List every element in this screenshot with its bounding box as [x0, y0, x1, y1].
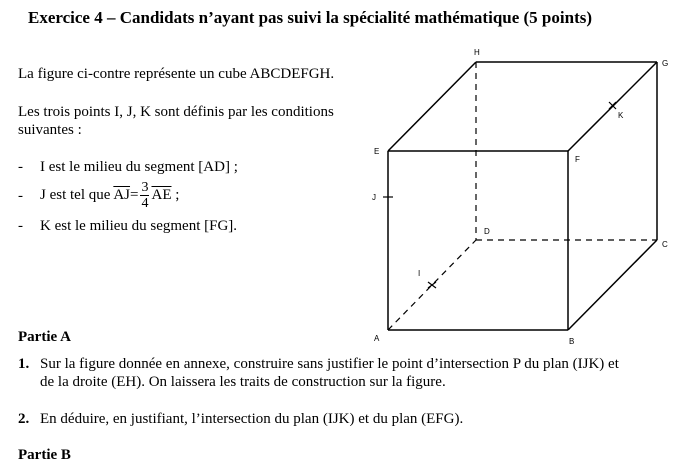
- label-a: A: [374, 334, 380, 343]
- label-d: D: [484, 227, 490, 236]
- edge-bc: [568, 240, 657, 330]
- cube-figure: [360, 40, 680, 346]
- exercise-title: Exercice 4 – Candidats n’ayant pas suivi la spécialité mathématique (5 points): [28, 8, 593, 27]
- fraction-numerator: 3: [141, 180, 149, 195]
- label-h: H: [474, 48, 480, 57]
- label-c: C: [662, 240, 668, 249]
- condition-j-suffix: ;: [175, 186, 180, 203]
- label-i: I: [418, 269, 421, 278]
- condition-i: I est le milieu du segment [AD] ;: [40, 159, 238, 175]
- point-markers: [383, 102, 616, 288]
- condition-j: [40, 180, 179, 211]
- intro-line-3: suivantes :: [18, 122, 82, 138]
- condition-1-dash: -: [18, 159, 23, 175]
- vector-aj: $\overline{AJ}$: [113, 186, 131, 203]
- edge-fg: [568, 62, 657, 151]
- cube-solid-edges: [388, 62, 657, 330]
- equals-sign: =: [130, 186, 139, 203]
- label-g: G: [662, 59, 669, 68]
- label-b: B: [569, 337, 575, 346]
- condition-2-dash: -: [18, 188, 23, 204]
- condition-j-prefix: J est tel que: [40, 186, 111, 203]
- question-2-line-1: En déduire, en justifiant, l’intersection du plan (IJK) et du plan (EFG).: [40, 411, 464, 427]
- fraction-three-quarters: [140, 180, 149, 211]
- question-2-number: 2.: [18, 411, 30, 427]
- condition-3-dash: -: [18, 218, 23, 234]
- fraction-denominator: 4: [141, 196, 149, 211]
- label-e: E: [374, 147, 380, 156]
- label-j: J: [372, 193, 376, 202]
- label-f: F: [575, 155, 580, 164]
- intro-line-2: Les trois points I, J, K sont définis par les conditions: [18, 104, 334, 120]
- question-1-number: 1.: [18, 356, 30, 372]
- question-1-line-1: Sur la figure donnée en annexe, construire sans justifier le point d’intersection P du plan (IJK) et: [40, 356, 619, 372]
- edge-eh: [388, 62, 476, 151]
- question-1: [18, 356, 619, 373]
- partie-a-heading: Partie A: [18, 329, 71, 345]
- condition-k: K est le milieu du segment [FG].: [40, 218, 238, 234]
- question-1-line-2: de la droite (EH). On laissera les traits de construction sur la figure.: [40, 374, 446, 390]
- partie-b-heading: Partie B: [18, 447, 71, 463]
- intro-line-1: La figure ci-contre représente un cube ABCDEFGH.: [18, 66, 335, 82]
- label-k: K: [618, 111, 624, 120]
- question-2: [18, 411, 463, 428]
- vector-ae: $\overline{AE}$: [151, 186, 172, 203]
